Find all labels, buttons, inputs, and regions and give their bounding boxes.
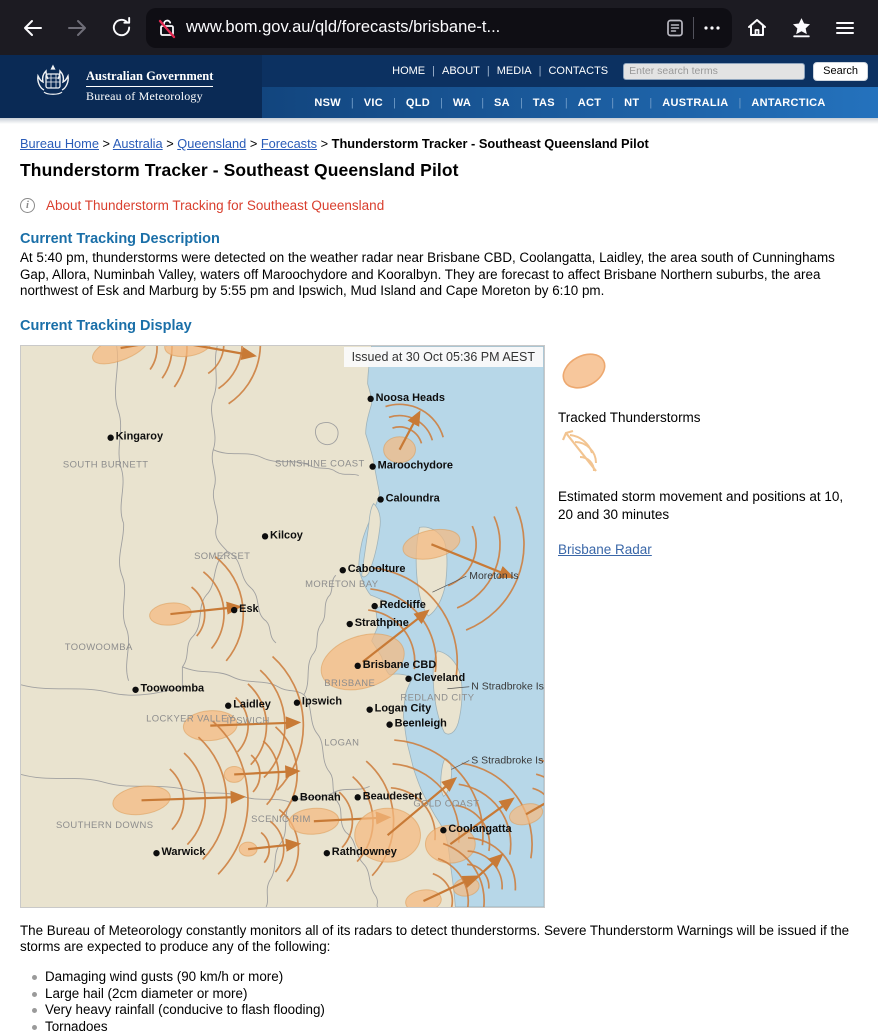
breadcrumb-current: Thunderstorm Tracker - Southeast Queensland Pilot [331, 136, 649, 151]
warning-criteria-item: Damaging wind gusts (90 km/h or more) [20, 969, 858, 986]
reload-icon[interactable] [102, 9, 140, 47]
nav-separator: | [738, 96, 742, 109]
forward-icon[interactable] [58, 9, 96, 47]
insecure-lock-icon[interactable] [156, 16, 178, 40]
more-options-icon[interactable] [702, 18, 722, 38]
nav-link-qld[interactable]: QLD [405, 96, 430, 109]
bureau-title: Bureau of Meteorology [86, 89, 203, 103]
search-button[interactable]: Search [813, 62, 868, 81]
town-label-warwick: Warwick [161, 845, 206, 858]
nav-separator: | [393, 96, 396, 109]
town-label-ipswich: Ipswich [301, 695, 343, 708]
town-label-logan-city: Logan City [374, 702, 432, 715]
page-title: Thunderstorm Tracker - Southeast Queensland Pilot [20, 160, 459, 180]
town-label-maroochydore: Maroochydore [377, 459, 454, 472]
town-label-rathdowney: Rathdowney [331, 845, 397, 858]
tracking-display-heading: Current Tracking Display [20, 317, 192, 334]
search-input[interactable] [623, 63, 805, 80]
breadcrumb-link-australia[interactable]: Australia [112, 136, 163, 151]
brisbane-radar-link[interactable]: Brisbane Radar [558, 541, 652, 557]
breadcrumb: Bureau Home > Australia > Queensland > Forecasts > Thunderstorm Tracker - Southeast Queensland Pilot [20, 136, 649, 151]
storm-movement-label: Estimated storm movement and positions at 10, 20 and 30 minutes [558, 488, 844, 522]
tracked-thunderstorms-label: Tracked Thunderstorms [558, 409, 701, 425]
header-shadow-strip [0, 118, 878, 124]
nav-separator: | [611, 96, 615, 109]
region-label-toowoomba: TOOWOOMBA [64, 641, 133, 653]
region-label-moreton-bay: MORETON BAY [305, 578, 379, 590]
island-label-moreton-is: Moreton Is [469, 570, 519, 582]
nav-link-vic[interactable]: VIC [363, 96, 384, 109]
about-row [20, 198, 858, 213]
map-svg [21, 346, 544, 907]
monitoring-text: The Bureau of Meteorology constantly monitors all of its radars to detect thunderstorms. Severe Thunderstorm Warnings will be issued if the storms are expected to produce any of the following: [20, 922, 850, 955]
nav-link-act[interactable]: ACT [577, 96, 602, 109]
nav-link-nt[interactable]: NT [624, 96, 640, 109]
region-label-ipswich: IPSWICH [226, 715, 270, 727]
breadcrumb-link-forecasts[interactable]: Forecasts [260, 136, 318, 151]
town-label-beenleigh: Beenleigh [394, 717, 447, 730]
warning-criteria-item: Tornadoes [20, 1019, 858, 1035]
island-label-n-stradbroke-is: N Stradbroke Is [471, 681, 544, 693]
town-label-esk: Esk [239, 602, 259, 615]
town-label-laidley: Laidley [233, 698, 271, 711]
info-icon: i [20, 198, 35, 213]
header-link-contacts[interactable]: CONTACTS [548, 65, 609, 77]
header-link-home[interactable]: HOME [392, 65, 426, 77]
region-label-brisbane: BRISBANE [324, 677, 376, 689]
town-label-strathpine: Strathpine [354, 616, 409, 629]
url-divider [693, 17, 694, 39]
url-text[interactable]: www.bom.gov.au/qld/forecasts/brisbane-t... [186, 18, 501, 36]
region-label-somerset: SOMERSET [194, 551, 251, 563]
region-label-gold-coast: GOLD COAST [413, 798, 480, 810]
nav-separator: | [649, 96, 653, 109]
back-icon[interactable] [14, 9, 52, 47]
nav-separator: | [564, 96, 568, 109]
issued-timestamp: Issued at 30 Oct 05:36 PM AEST [344, 347, 543, 367]
home-icon[interactable] [738, 9, 776, 47]
url-bar[interactable] [146, 8, 732, 48]
nav-link-wa[interactable]: WA [452, 96, 472, 109]
about-thunderstorm-link[interactable]: About Thunderstorm Tracking for Southeast Queensland [46, 198, 385, 213]
breadcrumb-link-queensland[interactable]: Queensland [177, 136, 247, 151]
menu-icon[interactable] [826, 9, 864, 47]
header-top-row [262, 55, 878, 87]
warning-criteria-list [20, 969, 858, 1035]
region-label-sunshine-coast: SUNSHINE COAST [275, 458, 365, 470]
nav-separator: | [440, 96, 443, 109]
town-label-kilcoy: Kilcoy [270, 529, 303, 542]
town-label-boonah: Boonah [299, 791, 341, 804]
map-legend [545, 345, 845, 908]
island-label-s-stradbroke-is: S Stradbroke Is [471, 755, 544, 767]
warning-criteria-item: Very heavy rainfall (conducive to flash flooding) [20, 1002, 858, 1019]
bookmark-star-icon[interactable] [782, 9, 820, 47]
bom-header [0, 55, 878, 118]
government-crest[interactable] [0, 55, 262, 118]
coat-of-arms-icon [30, 62, 76, 111]
nav-link-australia[interactable]: AUSTRALIA [662, 96, 729, 109]
nav-separator: | [519, 96, 523, 109]
tracking-description-heading: Current Tracking Description [20, 231, 220, 247]
crest-text [86, 69, 213, 104]
town-label-caloundra: Caloundra [385, 492, 440, 505]
town-label-kingaroy: Kingaroy [115, 430, 164, 443]
town-label-toowoomba: Toowoomba [140, 682, 205, 695]
warning-criteria-item: Large hail (2cm diameter or more) [20, 986, 858, 1003]
nav-link-sa[interactable]: SA [494, 96, 510, 109]
region-label-logan: LOGAN [324, 737, 360, 749]
state-nav-bar [262, 87, 878, 118]
breadcrumb-link-bureau-home[interactable]: Bureau Home [20, 136, 99, 151]
town-label-noosa-heads: Noosa Heads [375, 391, 445, 404]
nav-separator: | [481, 96, 485, 109]
region-label-southern-downs: SOUTHERN DOWNS [55, 820, 154, 832]
region-label-lockyer-valley: LOCKYER VALLEY [146, 713, 235, 725]
nav-link-nsw[interactable]: NSW [314, 96, 341, 109]
header-link-media[interactable]: MEDIA [496, 65, 532, 77]
header-link-about[interactable]: ABOUT [441, 65, 480, 77]
region-label-south-burnett: SOUTH BURNETT [62, 459, 149, 471]
nav-link-tas[interactable]: TAS [532, 96, 555, 109]
gov-title: Australian Government [86, 69, 213, 87]
nav-separator: | [350, 96, 354, 109]
region-label-redland-city: REDLAND CITY [400, 692, 475, 704]
town-label-coolangatta: Coolangatta [448, 822, 512, 835]
tracked-thunderstorm-icon [558, 347, 610, 395]
town-label-brisbane-cbd: Brisbane CBD [362, 658, 437, 671]
town-label-caboolture: Caboolture [347, 562, 406, 575]
town-label-beaudesert: Beaudesert [362, 790, 423, 803]
town-label-redcliffe: Redcliffe [379, 598, 426, 611]
nav-link-antarctica[interactable]: ANTARCTICA [751, 96, 826, 109]
page-content [0, 136, 878, 1035]
header-top-links: HOME | ABOUT | MEDIA | CONTACTS [385, 65, 615, 77]
town-label-cleveland: Cleveland [413, 671, 466, 684]
tracking-description-text: At 5:40 pm, thunderstorms were detected on the weather radar near Brisbane CBD, Coolangatta, Laidley, the area south of Cunninghams Gap, Allora, Numinbah Valley, waters off Maroochydore and Kooralbyn. They are forecast to affect Brisbane Northern suburbs, the area northwest of Esk and Marburg by 5:55 pm and Ipswich, Mud Island and Cape Moreton by 6:10 pm. [20, 250, 835, 299]
storm-movement-icon [558, 425, 608, 477]
thunderstorm-tracker-map [20, 345, 545, 908]
reader-mode-icon[interactable] [665, 18, 685, 38]
region-label-scenic-rim: SCENIC RIM [251, 814, 311, 826]
browser-toolbar [0, 0, 878, 55]
